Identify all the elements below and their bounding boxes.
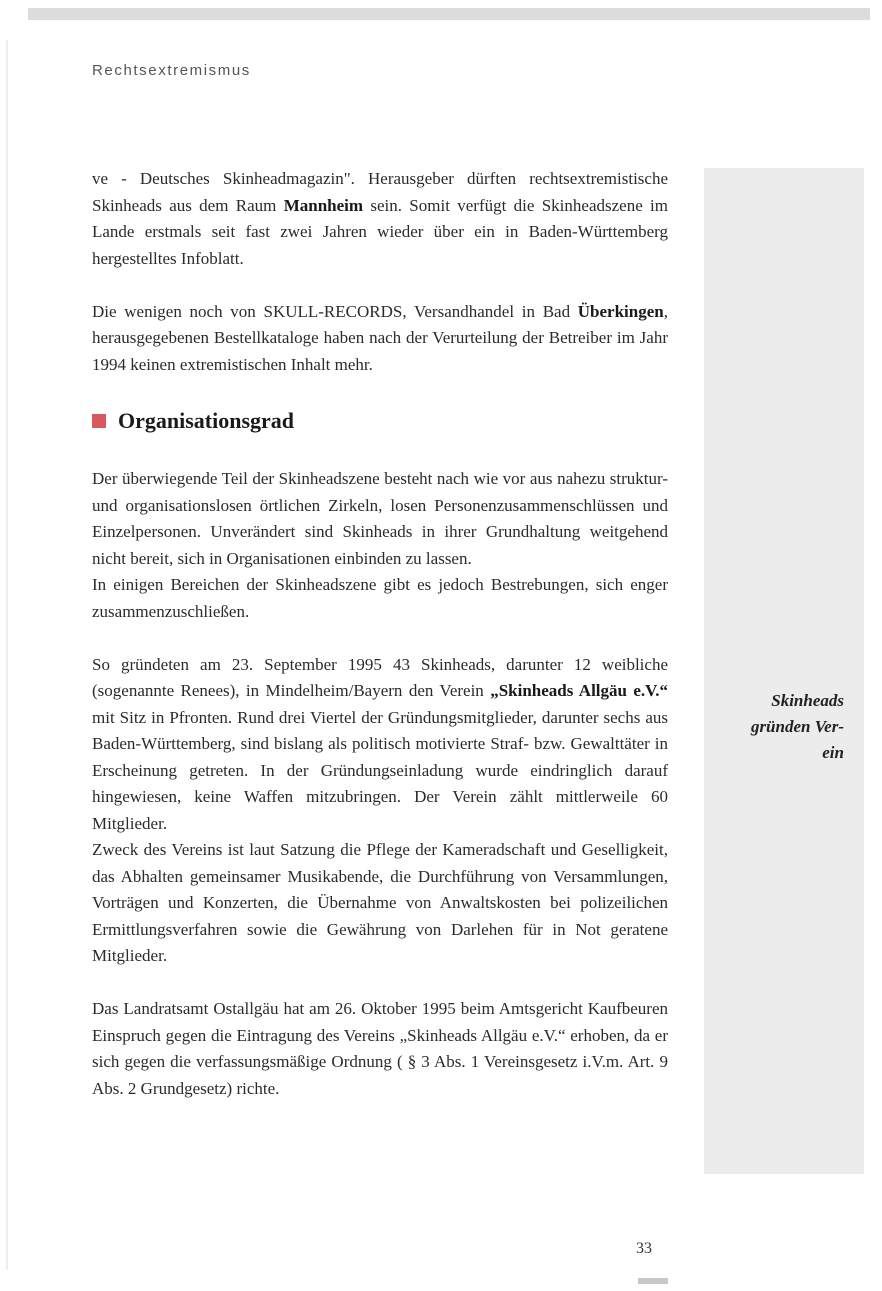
paragraph: Die wenigen noch von SKULL-RECORDS, Versandhandel in Bad Überkingen, herausgegebenen Bestellkataloge haben nach der Verurteilung der Betreiber im Jahr 1994 keinen extremistischen Inhalt mehr. — [92, 301, 668, 374]
sidebar-panel — [704, 168, 864, 1174]
paragraph: Zweck des Vereins ist laut Satzung die Pflege der Kameradschaft und Geselligkeit, das Abhalten gemeinsamer Musikabende, die Durchführung von Versammlungen, Vorträgen und Konzerten, die Übernahme von Anwaltskosten bei polizeilichen Ermittlungsverfahren sowie die Gewährung von Darlehen für in Not geratene Mitglieder. — [92, 840, 668, 965]
section-heading-text: Organisationsgrad — [118, 408, 295, 433]
paragraph: Das Landratsamt Ostallgäu hat am 26. Oktober 1995 beim Amtsgericht Kaufbeuren Einspruch gegen die Eintragung des Vereins „Skinheads Allgäu e.V.“ erhoben, da er sich gegen die verfassungsmäßige Ordnung ( § 3 Abs. 1 Vereinsgesetz i.V.m. Art. 9 Abs. 2 Grundgesetz) richte. — [92, 999, 668, 1098]
paragraph: ve - Deutsches Skinheadmagazin". Herausgeber dürften rechtsextremistische Skinheads aus dem Raum Mannheim sein. Somit verfügt die Skinheadszene im Lande erstmals seit fast zwei Jahren wieder über ein in Baden-Württemberg hergestelltes Infoblatt. — [92, 169, 669, 268]
square-bullet-icon — [92, 414, 106, 428]
margin-note-line: ein — [822, 743, 844, 762]
paragraph: So gründeten am 23. September 1995 43 Skinheads, darunter 12 weibliche (sogenannte Renees), in Mindelheim/Bayern den Verein „Skinheads Allgäu e.V.“ mit Sitz in Pfronten. Rund drei Viertel der Gründungsmitglieder, darunter sechs aus Baden-Württemberg, sind bislang als politisch motivierte Straf- bzw. Gewalttäter in Erscheinung getreten. In der Gründungseinladung wurde eindringlich darauf hingewiesen, keine Waffen mitzubringen. Der Verein zählt mittlerweile 60 Mitglieder. — [92, 654, 669, 833]
left-edge-rule — [6, 40, 8, 1270]
page-number: 33 — [636, 1240, 652, 1257]
text-block-top — [92, 166, 668, 378]
running-head: Rechtsextremismus — [92, 62, 251, 79]
page-number-bar — [638, 1278, 668, 1284]
paragraph: In einigen Bereichen der Skinheadszene gibt es jedoch Bestrebungen, sich enger zusammenzuschließen. — [92, 575, 668, 621]
margin-note-line: Skinheads — [771, 691, 844, 710]
text-block-main — [92, 466, 668, 1102]
top-gray-bar — [28, 8, 870, 20]
bold-association-name: „Skinheads Allgäu e.V.“ — [490, 681, 669, 700]
bold-place-name: Überkingen — [577, 301, 664, 321]
bold-place-name: Mannheim — [283, 195, 364, 215]
margin-note — [704, 688, 844, 766]
margin-note-line: gründen Ver- — [750, 717, 844, 736]
section-heading — [92, 408, 294, 434]
paragraph: Der überwiegende Teil der Skinheadszene besteht nach wie vor aus nahezu struktur- und organisationslosen örtlichen Zirkeln, losen Personenzusammenschlüssen und Einzelpersonen. Unverändert sind Skinheads in ihrer Grundhaltung weitgehend nicht bereit, sich in Organisationen einbinden zu lassen. — [92, 469, 668, 568]
